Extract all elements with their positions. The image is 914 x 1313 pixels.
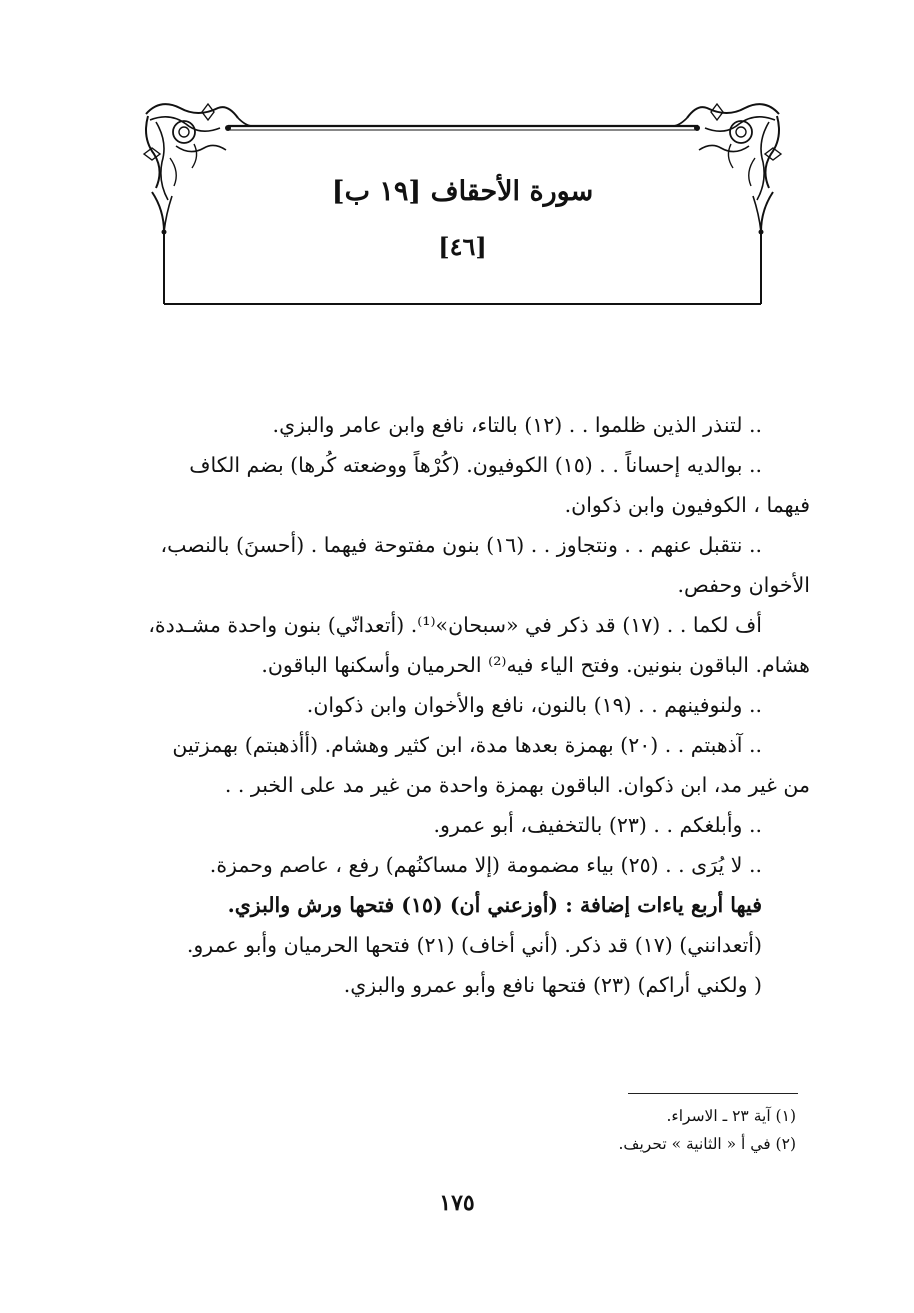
text-line: من غير مد، ابن ذكوان. الباقون بهمزة واحدة من غير مد على الخبر . . [224, 773, 810, 797]
text-line: .. آذهبتم . . (٢٠) بهمزة بعدها مدة، ابن كثير وهشام. (أأذهبتم) بهمزتين [172, 733, 762, 757]
footnote-2: (٢) في أ « الثانية » تحريف. [618, 1135, 796, 1153]
footnote-1: (١) آية ٢٣ ـ الاسراء. [666, 1107, 796, 1125]
footnotes [500, 1102, 796, 1158]
text-line: الأخوان وحفص. [677, 573, 810, 597]
text-line: فيهما ، الكوفيون وابن ذكوان. [564, 493, 810, 517]
surah-number: [٤٦] [438, 232, 487, 261]
page-number: ١٧٥ [439, 1190, 475, 1216]
recitation-notes [104, 405, 810, 1005]
text-line: .. نتقبل عنهم . . ونتجاوز . . (١٦) بنون مفتوحة فيهما . (أحسنَ) بالنصب، [160, 533, 762, 557]
text-line: .. ولنوفينهم . . (١٩) بالنون، نافع والأخوان وابن ذكوان. [306, 693, 762, 717]
text-line: ( ولكني أراكم) (٢٣) فتحها نافع وأبو عمرو والبزي. [343, 973, 762, 997]
title-frame [140, 92, 785, 307]
footnote-separator [628, 1093, 798, 1094]
surah-title: سورة الأحقاف [١٩ ب] [331, 176, 594, 207]
text-line: فيها أربع ياءات إضافة : (أوزعني أن) (١٥) فتحها ورش والبزي. [227, 893, 762, 917]
text-line: .. وأبلغكم . . (٢٣) بالتخفيف، أبو عمرو. [433, 813, 762, 837]
text-line: (أتعدانني) (١٧) قد ذكر. (أني أخاف) (٢١) فتحها الحرميان وأبو عمرو. [186, 933, 762, 957]
text-line: .. لتنذر الذين ظلموا . . (١٢) بالتاء، نافع وابن عامر والبزي. [272, 413, 762, 437]
text-line: هشام. الباقون بنونين. وفتح الياء فيه⁽²⁾ الحرميان وأسكنها الباقون. [261, 653, 810, 677]
text-line: أف لكما . . (١٧) قد ذكر في «سبحان»⁽¹⁾. (أتعدانّي) بنون واحدة مشـددة، [148, 613, 762, 637]
text-line: .. لا يُرَى . . (٢٥) بياء مضمومة (إلا مساكنُهم) رفع ، عاصم وحمزة. [209, 853, 762, 877]
text-line: .. بوالديه إحساناً . . (١٥) الكوفيون. (كُرْهاً ووضعته كُرها) بضم الكاف [189, 453, 762, 477]
